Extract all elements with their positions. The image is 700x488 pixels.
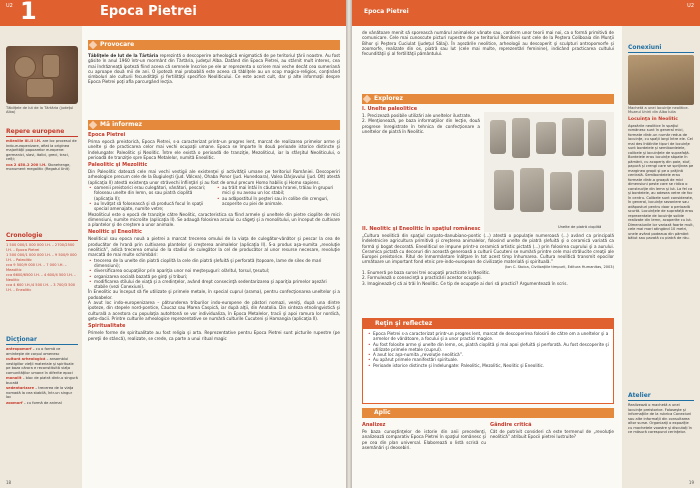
gandire-critica-text: Cât de potrivit consideri că este termenul de „revoluţie neolitică” atribuit Epocii pietrei lustruite? xyxy=(490,429,614,440)
aplic-section xyxy=(362,408,614,450)
chapter-header xyxy=(0,0,346,26)
subheading-unelte: I. Unelte paleolitice xyxy=(362,106,418,112)
list-item: 1 500 000/1 000 000 î.H. – 9 500/9 000 î.H. – Paleolitic xyxy=(6,253,77,262)
list-item: cultură arheologică – ansamblul vestigiilor vieţii materiale şi spirituale pe baza cărora e reconstituită viaţa comunităţilor umane în diferite epoci xyxy=(6,357,74,375)
atelier-text: Realizează o machetă a unei locuinţe preistorice. Foloseşte şi informaţiile de la rubrica Conexiuni sau alte informaţii din consultarea altor surse. Organizaţi o expoziţie cu machetele voastre şi discutaţi în ce măsură corespund cerinţelor. xyxy=(628,403,692,434)
right-chapter-title: Epoca Pietrei xyxy=(364,8,409,15)
neolithic-house-model-photo xyxy=(628,55,694,105)
list-item: monolit – bloc de piatră dintr-o singură bucată xyxy=(6,376,78,385)
source-citation: (Ion C. Stoica, Civilizaţiile timpurii, Editura Humanitas, 2003) xyxy=(504,264,614,269)
chapter-title: Epoca Pietrei xyxy=(100,4,197,19)
list-item: 1 500 000/1 000 000 î.H. – 2700/2500 î.H. – Epoca Pietrei xyxy=(6,243,75,252)
aplic-title: Aplic xyxy=(362,408,614,418)
subheading-epoca-pietrei: Epoca Pietrei xyxy=(88,132,126,138)
list-item: • au învăţat să folosească şi să producă focul în spaţii special amenajate, numite vetre; xyxy=(88,201,212,212)
list-item: cca 2 450–2 200 î.H. Stonehenge, monument megalitic (Regatul Unit) xyxy=(6,162,71,171)
cronologie-section xyxy=(6,232,78,293)
provocare-text: Tăbliţele de lut de la Tărtăria reprezintă o descoperire arheologică enigmatică de pe teritoriul ţării noastre. Au fost găsite în anul 1960 într-un mormânt din Tărtăria, judeţul Alba. Datând din Epoca Pietrei, au stârnit mult interes, cea mai îndrăzneaţă ipoteză fiind aceea că semnele înscrise pe ele ar reprezenta o scriere mai veche decât cea sumeriană cu aproape două mii de ani. O ipoteză mai probabilă este aceea că tăbliţele au un scop magico-religios, conţinând simboluri ale culturii fecundităţii şi fertilităţii specifice Neoliticului. Ce este acest cult, dar şi alte informaţii despre Epoca Pietrei poţi afla parcurgând lecţia. xyxy=(88,53,340,85)
cronologie-title: Cronologie xyxy=(6,232,43,239)
subheading-spiritualitate: Spiritualitate xyxy=(88,323,126,330)
list-item: • oamenii preistorici erau culegători, vânători, pescari; foloseau unelte din lemn, os sau piatră cioplită (aplicaţia II); xyxy=(88,185,212,201)
tartaria-tablets-photo xyxy=(6,46,78,104)
explorez-part-2 xyxy=(362,224,614,286)
list-item: cca 4 600 î.H./4 500 î.H. – 3 700/3 500 î.H. – Eneolitic xyxy=(6,283,76,292)
left-page xyxy=(0,0,346,488)
atelier-section xyxy=(628,392,694,435)
list-item: 1. Precizează posibile utilizări ale uneltelor ilustrate. xyxy=(362,113,472,118)
list-item: • Au fost folosite arme şi unelte din lemn, os, piatră cioplită şi mai apoi şlefuită şi perforată. Au fost descoperite şi utilizate primele metale (cuprul). xyxy=(367,342,609,353)
paragraph: Prima epocă preistorică, Epoca Pietrei, s-a caracterizat printr-un progres lent, marcat de realizarea primelor arme şi unelte şi de practicarea celor mai vechi ocupaţii umane. Epoca se împarte în două perioade istorice distincte şi îndelungate: Paleolitic şi Neolitic. Între ele există o perioadă de tranziţie, Mezoliticul, iar la sfârşitul Neoliticului, o perioadă de tranziţie spre Epoca Metalelor, numită Eneolitic. xyxy=(88,139,340,160)
analizez-text: Pe baza cunoştinţelor de istorie din anii precedenţi, analizează comparativ Epoca Pietrei în spaţiul românesc şi pe cea din plan universal. Elaborează o listă scrisă cu asemănări şi deosebiri. xyxy=(362,429,486,450)
right-header xyxy=(352,0,700,26)
list-item: mileniile III–II î.H. are loc procesul de indo-europenizare, afiat la originea majorităţii popoarelor europene: germanici, slavi, italici, greci, traci, celţi; xyxy=(6,139,77,161)
list-item: 2. Formulează o consecinţă a practicării acestor ocupaţii. xyxy=(362,275,482,281)
source-quote: „Cultura neolitică din spaţiul carpato-danubiano-pontic (...) atestă o populaţie numeroasă (...) având ca principală îndeletnicire agricultura primitivă şi creşterea animalelor, folosind unelte de piatră şlefuită şi o ceramică variată ca formă şi bogat decorată. Eneoliticul se impune printr-o ceramică artistic pictată (...) prin folosirea cuprului şi a aurului. Ceramica pictată cu decoruri din această generoasă a culturii Cucuteni se numără printre cele mai strălucite creaţii ale Europei preistorice. Ritul de înmormântare înălţare în tot acest timp înhumarea. Cultura neolitică transmit epocilor următoare un important fond etnic pre-indo-european de civilizaţie materială şi spirituală.” xyxy=(362,233,614,265)
list-item: • au trăit mai întâi în căutarea hranei, trăiau în grupuri mici şi nu aveau un loc stabil; xyxy=(216,185,340,196)
list-item: • organizarea socială bazată pe ginţi şi triburi; xyxy=(88,274,340,279)
paragraph: Primele forme de spiritualitate au fost religia şi arta. Reprezentative pentru Epoca Pietrei sunt picturile rupestre (pe pereţii de stâncă), realizate, se crede, ca parte a unui ritual magic xyxy=(88,330,340,341)
subheading-paleolitic: Paleolitic şi Mezolitic xyxy=(88,162,148,169)
subheading-neolitic-romania: II. Neolitic şi Eneolitic în spaţiul românesc xyxy=(362,226,481,232)
paragraph: Mezoliticul este o epocă de tranziţie către Neolitic, caracteristica sa fiind armele şi uneltele din pietre cioplite de mici dimensiuni, numite microlite (aplicaţia II). Se adaugă folosirea arcului cu săgeţi şi a monolitului, un început de cultivare a plantelor şi de creştere a unor animale. xyxy=(88,211,340,228)
chapter-number: 1 xyxy=(20,0,37,25)
tools-caption: Unelte de piatră cioplită xyxy=(558,224,602,229)
analizez-title: Analizez xyxy=(362,422,386,428)
list-item: • A avut loc aşa-numita „revoluţie neolitică”. xyxy=(367,352,609,357)
conexiuni-section xyxy=(628,44,694,241)
list-item: • au adăpostitul în peşteri sau în colibe din crenguri, acoperite cu piei de animale. xyxy=(216,196,340,207)
unit-label: U2 xyxy=(6,3,13,9)
repere-list xyxy=(6,139,78,172)
retin-reflectez-box xyxy=(362,318,614,404)
paragraph: Din Paleolitic datează cele mai vechi vestigii ale existenţei şi activităţii umane pe teritoriul României. Descoperiri arheologice precum cele de la Bugiuleşti (jud. Vâlcea), Ohaba Ponor (jud. Hunedoara), Valea Dârjovului (jud. Olt) atestă (aplicaţia II) atestă existenţa unor străvechi înfiinţări şi au fost de omul precum Homo habilis şi Homo sapiens. xyxy=(88,169,340,185)
reflectez-title: Reţin şi reflectez xyxy=(363,319,613,329)
dictionar-section xyxy=(6,336,78,406)
list-item: cca 9 500/9 000 î.H. – 7 000 î.H. – Mezolitic xyxy=(6,263,67,272)
bullet-columns xyxy=(88,185,340,211)
right-unit-label: U2 xyxy=(687,3,694,9)
right-page xyxy=(352,0,700,488)
list-item: • Perioade istorice distincte şi îndelungate: Paleolitic, Mezolitic, Neolitic şi Eneolitic. xyxy=(367,363,609,368)
list-item: • trecerea de la unelte din piatră cioplită la cele din piatră şlefuită şi perforată (topoare, lame de silex de mari dimensiuni); xyxy=(88,258,340,269)
list-item: zoomorf – cu formă de animal xyxy=(6,400,62,405)
gandire-critica-title: Gândire critică xyxy=(490,422,532,428)
page-number-left: 18 xyxy=(6,480,12,485)
list-item: 1. Enumeră pe baza sursei trei ocupaţii practicate în Neolitic. xyxy=(362,270,491,276)
repere-section xyxy=(6,128,78,173)
list-item: • diversificarea ocupaţiilor prin apariţia unor noi meşteşuguri: olăritul, torsul, ţesutul; xyxy=(88,268,340,273)
paragraph: Neoliticul sau epoca nouă a pietrei a marcat trecerea omului de la viaţa de culegător-vânător şi pescar la cea de producător de hrană prin cultivarea plantelor şi creşterea animalelor (aplicaţia II). S-a produs aşa-numita „revoluţie neolitică”, adică trecerea omului de la stadiul de culegător la cel de producător al unor resurse necesare, revoluţie marcată de mai multe schimbări: xyxy=(88,236,340,258)
atelier-title: Atelier xyxy=(628,392,651,399)
locuinta-heading: Locuinţa în Neolitic xyxy=(628,116,679,122)
conexiuni-text: Aşezările neolitice în spaţiul românesc sunt în general mici, formate dintr-un număr redus de locuinţe, cu spaţii largi între ele. Cel mai des întâlnite tipuri de locuinţe sunt bordeiele şi semibordeiele, colibele şi locuinţele de suprafaţă. Bordeiele erau locuinţe săpate în pământ, cu acoperiş din paie, stuf, papură şi crengi care se sprijinea pe marginea gropii şi pe o prăjină centrală. Semibordeiele erau formate dintr-o groapă de mici dimensiuni peste care se ridica o construcţie din lemn şi lut. La fel ca şi bordeiele, au adesea vetre de foc în centru. Colibele sunt considerate, în general, locuinţe sezoniere sau adăposturi pentru doar o perioadă scurtă. Locuinţele de suprafaţă erau reprezentate de locuinţe solide realizate din lemn, acoperite cu lut. Dimensiunile lor variază foarte mult, cele mai mari atingând 10 metri, unele având podeaua din pământ bătut sau pavată cu piatră de râu. xyxy=(628,123,694,241)
cronologie-list xyxy=(6,243,78,292)
list-item: 3. Imaginează-ţi că ai trăi în Neolitic. Ce tip de ocupaţie ai dori să practici? Argumentează în scris. xyxy=(362,280,568,286)
list-item: • Epoca Pietrei s-a caracterizat printr-un progres lent, marcat de descoperirea folosirii de către om a uneltelor şi a armelor de vânătoare, a focului şi a unor practici magice. xyxy=(367,331,609,342)
informez-title: Mă informez xyxy=(88,120,340,130)
list-item: • modificarea stilului de viaţă şi a credinţelor, având drept consecinţă sedentarizarea şi apariţia primelor aşezări stabile (vezi Conexiuni). xyxy=(88,279,340,290)
photo-caption: Tăbliţele de lut de la Tărtăria (judeţul Alba) xyxy=(6,106,74,115)
subheading-neolitic: Neolitic şi Eneolitic xyxy=(88,229,142,236)
list-item: • Au apărut primele manifestări spirituale. xyxy=(367,357,609,362)
provocare-title: Provocare xyxy=(88,40,340,50)
stone-tools-figure xyxy=(484,112,614,232)
continuation-text: de vânătoare menit să sporească numărul animalelor vânate sau, conform unor teorii mai noi, ca o formă primitivă de comunicare. Cele mai cunoscute picturi rupestre de pe teritoriul României sunt cele de la Peştera Coliboaia din Munţii Bihor şi Peştera Cuciulat (judeţul Sălaj). În aşezările neolitice, arheologii au descoperit şi sculpturi antropomorfe şi zoomorfe, realizate din os, piatră sau lut (cele mai multe, reprezentări feminine), indicând practicarea cultului fecundităţii şi al fertilităţii pământului. xyxy=(362,30,614,57)
list-item: antropomorf – cu o formă ce aminteşte de corpul omenesc xyxy=(6,347,61,356)
dictionar-title: Dicţionar xyxy=(6,336,37,343)
explorez-title: Explorez xyxy=(362,94,614,104)
list-item: 2. Menţionează, pe baza informaţiilor din lecţie, două progrese înregistrate în tehnica de confecţionare a uneltelor de piatră în Neolitic. xyxy=(362,118,480,134)
list-item: cca 6600/6500 î.H. – 4 600/4 500 î.H. – Neolitic xyxy=(6,273,76,282)
page-number-right: 19 xyxy=(688,480,694,485)
informez-section xyxy=(88,120,340,341)
provocare-box xyxy=(88,40,340,85)
repere-title: Repere europene xyxy=(6,128,65,135)
conexiuni-title: Conexiuni xyxy=(628,44,662,51)
dictionar-list xyxy=(6,347,78,405)
model-caption: Machetă a unei locuinţe neolitice. Muzeul Unirii din Alba Iulia xyxy=(628,106,689,115)
paragraph: În Eneolitic au început să fie utilizate şi primele metale, în special cuprul (arama), pentru confecţionarea uneltelor şi a podoabelor. xyxy=(88,289,340,300)
paragraph: A avut loc indo-europenizarea – pătrunderea triburilor indo-europene de păstori nomazi, veniţi, după una dintre ipoteze, din stepele nord-pontice, Caucaz sau Marea Caspică, iar după alţii, din Anatolia. Din sinteza etnolingvistică şi culturală a acestora cu populaţia autohtonă se vor individualiza, în Epoca Metalelor, tracii şi apoi ramura lor nordică, geto-dacii. Printre culturile arheologice reprezentative se numără culturile Cucuteni şi Hamangia (aplicaţia II). xyxy=(88,300,340,321)
list-item: sedentarizare – trecerea de la viaţa nomadă la cea stabilă, într-un singur loc xyxy=(6,386,74,399)
